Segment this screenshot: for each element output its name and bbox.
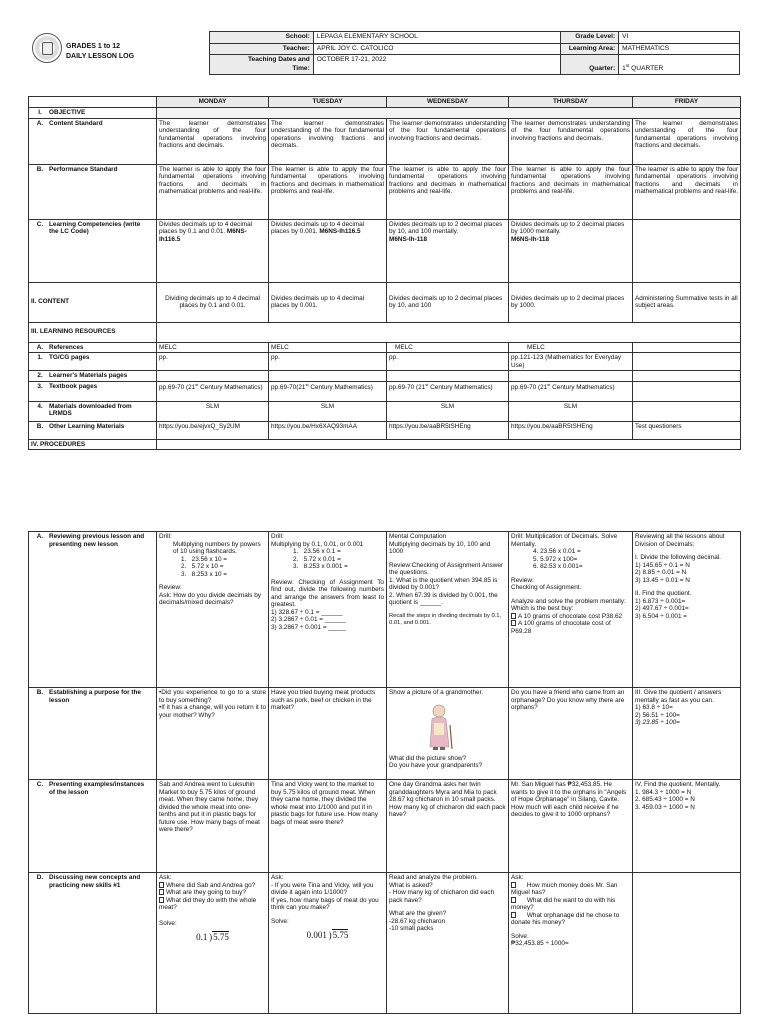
option-text: A 10 grams of chocolate cost P38.62 — [518, 612, 623, 620]
day-header-thursday: THURSDAY — [509, 97, 633, 108]
lm-pages-row — [29, 371, 741, 382]
lc-code: M6NS-Ih-118 — [389, 235, 428, 243]
textbook-text-end: Century Mathematics) — [428, 383, 493, 391]
textbook-pages-friday — [633, 381, 741, 401]
quarter-suffix: st — [625, 63, 630, 69]
checkbox-icon — [511, 620, 516, 626]
purpose-item: 3) 23.85 ÷ 100= — [635, 719, 680, 727]
content-standard-friday: The learner demonstrates understanding of the four fundamental operations involving fractions and decimals. — [633, 118, 741, 164]
content-wednesday: Divides decimals up to 2 decimal places by 10, and 100 — [387, 282, 509, 322]
presenting-text: IV. Find the quotient. Mentally. — [635, 781, 721, 788]
discuss-text: -28.67 kg chicharon — [389, 917, 446, 925]
textbook-text: pp.69-70 (21 — [511, 383, 548, 391]
other-materials-label — [29, 421, 157, 439]
purpose-wednesday — [387, 688, 509, 780]
discuss-text: Read and analyze the problem. — [389, 874, 478, 881]
drill-item-text: 8.253 x 0.001 = — [303, 563, 348, 571]
review-list-item: 3) 3.2867 ÷ 0.001 = _____ — [271, 624, 347, 632]
textbook-text-end: Century Mathematics) — [550, 383, 615, 391]
divisor: 0.001 — [306, 930, 327, 941]
drill-text: Multiplying by 0.1, 0.01, or 0.001 — [271, 540, 364, 548]
presenting-friday — [633, 780, 741, 873]
presenting-row — [29, 780, 741, 873]
reviewing-wednesday — [387, 532, 509, 688]
other-materials-thursday[interactable]: https://you.be/aaBR5tSHEng — [509, 421, 633, 439]
row-number: 2. — [37, 372, 43, 380]
ask-question: - If you were Tina and Vicky, will you divide it again into 1/1000? — [271, 881, 374, 897]
checkbox-icon — [511, 613, 516, 619]
discuss-text: - How many kg of chicharon did each pack have? — [389, 889, 495, 904]
competencies-row — [29, 219, 741, 282]
objectives-table — [28, 96, 741, 450]
question-text: What did he want to do with his money? — [511, 896, 616, 912]
radical-sign: ) — [328, 930, 332, 941]
drill-item: 6. 82.53 x 0.001= — [533, 563, 583, 571]
row-number: B. — [36, 165, 44, 173]
title-line-2: DAILY LESSON LOG — [66, 53, 135, 61]
tg-pages-monday: pp. — [157, 353, 269, 371]
ask-question — [159, 889, 266, 897]
row-number: D. — [36, 874, 44, 881]
checkbox-icon — [511, 882, 516, 888]
performance-standard-label — [29, 164, 157, 219]
drill-item: 4. 23.56 x 0.01 = — [533, 548, 581, 556]
row-title: Textbook pages — [49, 382, 98, 390]
row-title: Learner's Materials pages — [49, 372, 128, 380]
purpose-item: 1) 63.8 ÷ 10= — [635, 704, 673, 712]
ask-question — [511, 897, 630, 912]
day-header-wednesday: WEDNESDAY — [387, 97, 509, 108]
school-label: School: — [210, 32, 314, 44]
textbook-pages-row — [29, 381, 741, 401]
ask-question — [511, 882, 630, 897]
checkbox-icon — [511, 897, 516, 903]
grade-level-label: Grade Level: — [561, 32, 619, 44]
textbook-pages-tuesday — [269, 381, 387, 401]
quarter-number: 1 — [622, 65, 626, 73]
row-number: A. — [36, 119, 44, 127]
lc-code: M6NS-Ih116.5 — [319, 228, 361, 236]
lrmds-thursday: SLM — [509, 401, 633, 421]
performance-standard-monday: The learner is able to apply the four fundamental operations involving fractions and decimals in mathematical problems and real-life. — [157, 164, 269, 219]
textbook-sup: st — [425, 381, 429, 387]
purpose-question: What did the picture show? — [389, 754, 467, 762]
tg-pages-thursday: pp.121-123 (Mathematics for Everyday Use) — [509, 353, 633, 371]
option-text: A 100 grams of chocolate cost of P69.28 — [511, 620, 611, 636]
textbook-pages-thursday — [509, 381, 633, 401]
solve-expression: ₱32,453.85 ÷ 1000= — [511, 940, 569, 948]
review-option — [511, 613, 630, 621]
row-number: A. — [36, 533, 44, 540]
review-text: Analyze and solve the problem mentally: — [511, 597, 626, 605]
review-text: II. Find the quotient. — [635, 590, 692, 598]
performance-standard-wednesday: The learner is able to apply the four fundamental operations involving fractions and decimals in mathematical problems and real-life. — [387, 164, 509, 219]
radical-sign: ) — [209, 932, 213, 943]
drill-item: 1. 23.56 x 0.1 = — [293, 548, 341, 556]
teacher-value: APRIL JOY C. CATOLICO — [313, 43, 560, 55]
competency-text: Divides decimals up to 2 decimal places by 1000 mentally. — [511, 220, 625, 236]
reviewing-label — [29, 532, 157, 688]
drill-label: Drill: — [271, 533, 284, 540]
procedures-table — [28, 531, 741, 1014]
other-materials-row — [29, 421, 741, 439]
dates-label-line: Teaching Dates and — [247, 56, 310, 63]
row-title: Presenting examples/instances of the lesson — [49, 781, 145, 796]
textbook-sup: st — [195, 381, 199, 387]
row-number: C. — [36, 781, 44, 788]
row-title: Discussing new concepts and practicing new skills #1 — [49, 874, 141, 889]
review-label: Review: — [159, 584, 182, 592]
references-row — [29, 342, 741, 353]
purpose-label — [29, 688, 157, 780]
discussing-monday — [157, 873, 269, 1014]
row-number: 3. — [37, 382, 43, 390]
review-text: Recall the steps in dividing decimals by 0.1, 0.01, and 0.001. — [389, 612, 502, 626]
procedures-row — [29, 439, 741, 450]
grandmother-image — [425, 703, 455, 751]
tg-pages-wednesday: pp. — [387, 353, 509, 371]
grade-level-value: VI — [619, 32, 740, 44]
drill-item: 3. 8.253 x 10 = — [181, 570, 228, 578]
reviewing-thursday — [509, 532, 633, 688]
header-info-table — [209, 31, 740, 75]
review-text: I. Divide the following decimal. — [635, 554, 721, 562]
purpose-question: Do you have your grandparents? — [389, 762, 483, 770]
row-title: OBJECTIVE — [49, 108, 86, 116]
question-text: Where did Sab and Andrea go? — [166, 881, 256, 889]
lm-pages-label — [29, 371, 157, 382]
row-number: B. — [36, 422, 44, 430]
lrmds-label — [29, 401, 157, 421]
lm-pages-monday — [157, 371, 269, 382]
discuss-text: What is asked? — [389, 881, 433, 889]
solve-label: Solve: — [511, 932, 529, 940]
row-title: References — [49, 343, 84, 351]
performance-standard-row — [29, 164, 741, 219]
other-materials-friday: Test questioners — [633, 421, 741, 439]
dividend: 5.75 — [332, 930, 349, 941]
purpose-tuesday: Have you tried buying meat products such as pork, beef or chicken in the market? — [269, 688, 387, 780]
grandmother-icon — [425, 703, 455, 751]
teacher-label: Teacher: — [210, 43, 314, 55]
lc-code: M6NS-Ih-118 — [511, 235, 550, 243]
question-text: What orphanage did he chose to donate his money? — [511, 911, 620, 927]
review-list-item: 2) 3.2867 ÷ 0.01 = ______ — [271, 616, 347, 624]
review-item: 2) 497.67 ÷ 0.001= — [635, 605, 689, 613]
reviewing-friday — [633, 532, 741, 688]
review-text: Review: Checking of Assignment To find out, divide the following numbers and arrange the answers from least to greatest. — [271, 578, 384, 609]
other-materials-wednesday[interactable]: https://you.be/aaBR5tSHEng — [387, 421, 509, 439]
ask-label: Ask: — [271, 874, 284, 881]
ask-question: If yes, how many bags of meat do you think can you make? — [271, 896, 379, 912]
tg-pages-row — [29, 353, 741, 371]
procedures-label: IV. PROCEDURES — [29, 439, 157, 450]
competencies-label — [29, 219, 157, 282]
purpose-text: III. Give the quotient / answers mentally as fast as you can. — [635, 689, 722, 704]
quarter-text: QUARTER — [629, 65, 664, 73]
discuss-text: -10 small packs — [389, 925, 434, 933]
discussing-tuesday — [269, 873, 387, 1014]
performance-standard-tuesday: The learner is able to apply the four fundamental operations involving fractions and decimals in mathematical problems and real-life. — [269, 164, 387, 219]
lc-code: M6NS-Ih116.5 — [159, 228, 247, 243]
discussing-friday — [633, 873, 741, 1014]
drill-item: 2. 5.72 x 10 = — [181, 563, 224, 571]
review-list-item: 1) 328.67 ÷ 0.1 = ______ — [271, 608, 343, 616]
corner-cell — [29, 97, 157, 108]
row-title: Establishing a purpose for the lesson — [49, 689, 141, 704]
purpose-thursday: Do you have a friend who came from an orphanage? Do you know why there are orphans? — [509, 688, 633, 780]
discussing-label — [29, 873, 157, 1014]
drill-item: 5. 5.972 x 100= — [533, 555, 578, 563]
discussing-thursday — [509, 873, 633, 1014]
lrmds-wednesday: SLM — [387, 401, 509, 421]
solve-label: Solve: — [271, 917, 289, 925]
tg-pages-label — [29, 353, 157, 371]
discussing-row — [29, 873, 741, 1014]
content-row — [29, 282, 741, 322]
textbook-text-end: Century Mathematics) — [198, 383, 263, 391]
review-option — [511, 620, 630, 635]
presenting-label — [29, 780, 157, 873]
purpose-question: •Did you experience to go to a store to buy something? — [159, 689, 266, 704]
quarter-label: Quarter: — [561, 55, 619, 75]
learning-area-label: Learning Area: — [561, 43, 619, 55]
competency-monday — [157, 219, 269, 282]
checkbox-icon — [159, 897, 164, 903]
row-number: 1. — [37, 354, 43, 362]
content-standard-thursday: The learner demonstrates understanding of the four fundamental operations involving fractions and decimals. — [509, 118, 633, 164]
dividend: 5.75 — [213, 932, 229, 943]
resources-row — [29, 322, 741, 342]
content-standard-monday: The learner demonstrates understanding of the four fundamental operations involving fractions and decimals. — [157, 118, 269, 164]
content-standard-wednesday: The learner demonstrates understanding of the four fundamental operations involving fractions and decimals. — [387, 118, 509, 164]
performance-standard-thursday: The learner is able to apply the four fundamental operations involving fractions and decimals in mathematical problems and real-life. — [509, 164, 633, 219]
textbook-text: pp.69-70 (21 — [159, 383, 196, 391]
content-standard-label — [29, 118, 157, 164]
textbook-text-end: Century Mathematics) — [308, 383, 373, 391]
row-title: Learning Competencies (write the LC Code) — [49, 220, 141, 236]
reviewing-tuesday — [269, 532, 387, 688]
procedures-span — [157, 439, 741, 450]
row-title: Reviewing previous lesson and presenting new lesson — [49, 533, 145, 548]
objective-row — [29, 107, 741, 118]
content-monday: Dividing decimals up to 4 decimal places by 0.1 and 0.01. — [157, 282, 269, 322]
lm-pages-thursday — [509, 371, 633, 382]
document-title — [66, 42, 134, 62]
presenting-monday: Sab and Andrea went to Luksuhin Market to buy 5.75 kilos of ground meat. When they came home, they divided the whole meat into one-tenths and put it in plastic bags for future use. How many bags of meat were there? — [157, 780, 269, 873]
resources-span — [157, 322, 741, 342]
reviewing-monday — [157, 532, 269, 688]
review-item: 1) 6.873 ÷ 0.001= — [635, 597, 686, 605]
textbook-pages-label — [29, 381, 157, 401]
discussing-wednesday — [387, 873, 509, 1014]
solve-label: Solve: — [159, 919, 177, 927]
references-label — [29, 342, 157, 353]
review-question: 1. What is the quotient when 394.85 is divided by 0.001? — [389, 576, 498, 592]
content-standard-row — [29, 118, 741, 164]
content-label: II. CONTENT — [29, 282, 157, 322]
lm-pages-wednesday — [387, 371, 509, 382]
review-text: Review:Checking of Assignment Answer the questions. — [389, 561, 504, 577]
drill-item: 2. 5.72 x 0.01 = — [293, 555, 341, 563]
competency-wednesday — [387, 219, 509, 282]
references-thursday: MELC — [509, 342, 633, 353]
objective-label — [29, 107, 157, 118]
row-number: A. — [36, 343, 44, 351]
row-number: C. — [36, 220, 44, 228]
drill-item: 3. 8.253 x 0.001 = — [293, 563, 348, 571]
lrmds-row — [29, 401, 741, 421]
ask-question — [159, 897, 266, 912]
references-tuesday: MELC — [269, 342, 387, 353]
lm-pages-tuesday — [269, 371, 387, 382]
presenting-wednesday: One day Grandma asks her twin granddaughters Myra and Mia to pack 28.67 kg chicharon in 10 small packs. How many kg of chicharon did each pack have? — [387, 780, 509, 873]
checkbox-icon — [159, 889, 164, 895]
textbook-pages-monday — [157, 381, 269, 401]
teaching-dates-value: OCTOBER 17-21, 2022 — [313, 55, 560, 75]
competency-text: Divides decimals up to 4 decimal places by 0.1 and 0.01. — [159, 220, 253, 236]
references-monday: MELC — [157, 342, 269, 353]
purpose-question: •If it has a change, will you return it to your mother? Why? — [159, 704, 266, 719]
checkbox-icon — [511, 912, 516, 918]
textbook-text: pp.69-70(21 — [271, 383, 306, 391]
lm-pages-friday — [633, 371, 741, 382]
review-text: Ask: How do you divide decimals by decimals/mixed decimals? — [159, 591, 261, 607]
row-number: I. — [38, 108, 42, 116]
review-item: 3) 6.504 ÷ 0.001 = — [635, 612, 688, 620]
drill-item-text: 5.72 x 0.01 = — [303, 555, 341, 563]
resources-label: III. LEARNING RESOURCES — [29, 322, 157, 342]
presenting-item: 1. 984.3 ÷ 1000 = N — [635, 788, 692, 796]
ask-label: Ask: — [511, 874, 524, 881]
teaching-dates-label — [210, 55, 314, 75]
row-number: 4. — [37, 402, 43, 410]
references-wednesday: MELC — [387, 342, 509, 353]
drill-item-text: 23.56 x 0.1 = — [303, 548, 341, 556]
title-line-1: GRADES 1 to 12 — [66, 43, 121, 50]
competency-friday — [633, 219, 741, 282]
lrmds-tuesday: SLM — [269, 401, 387, 421]
tg-pages-friday — [633, 353, 741, 371]
header — [28, 28, 740, 78]
time-label-line: Time: — [292, 64, 310, 72]
textbook-pages-wednesday — [387, 381, 509, 401]
performance-standard-friday: The learner is able to apply the four fundamental operations involving fractions and decimals in mathematical problems and real-life. — [633, 164, 741, 219]
row-title: Other Learning Materials — [49, 422, 125, 430]
discuss-text: What are the given? — [389, 910, 447, 918]
drill-label: Drill: — [159, 533, 172, 540]
objective-span — [157, 107, 741, 118]
school-value: LEPAGA ELEMENTARY SCHOOL — [313, 32, 560, 44]
divisor: 0.1 — [196, 932, 208, 943]
row-title: Content Standard — [49, 119, 103, 127]
review-text: Mental Computation — [389, 533, 447, 540]
review-text: Reviewing all the lessons about Division of Decimals: — [635, 533, 725, 548]
review-text: Multiplying decimals by 10, 100 and 1000 — [389, 540, 491, 556]
ask-question — [159, 882, 266, 890]
other-materials-tuesday[interactable]: https://you.be/Hx6XAQ93mAA — [269, 421, 387, 439]
presenting-tuesday: Tina and Vicky went to the market to buy 5.75 kilos of ground meat. When they came home, they divided the whole meat into 1/1000 and put it in plastic bags for future use. How many bags of meat were there? — [269, 780, 387, 873]
competency-tuesday — [269, 219, 387, 282]
competency-text: Divides decimals up to 4 decimal places by 0.001. — [271, 220, 365, 236]
ask-question — [511, 912, 630, 927]
deped-seal-icon — [32, 33, 62, 63]
division-formula — [271, 930, 384, 941]
review-text: Which is the best buy: — [511, 605, 574, 613]
content-friday: Administering Summative tests in all subject areas. — [633, 282, 741, 322]
day-header-friday: FRIDAY — [633, 97, 741, 108]
review-item: 3) 13.45 ÷ 0.01 = N — [635, 576, 690, 584]
presenting-item: 2. 685.43 ÷ 1000 = N — [635, 796, 695, 804]
ask-label: Ask: — [159, 874, 172, 881]
textbook-sup: st — [305, 381, 309, 387]
review-question: 2. When 67.39 is divided by 0.001, the quotient is ______. — [389, 591, 498, 607]
purpose-row — [29, 688, 741, 780]
purpose-monday — [157, 688, 269, 780]
checkbox-icon — [159, 882, 164, 888]
references-friday — [633, 342, 741, 353]
learning-area-value: MATHEMATICS — [619, 43, 740, 55]
day-header-tuesday: TUESDAY — [269, 97, 387, 108]
drill-item-text: 5.72 x 10 = — [191, 563, 224, 571]
drill-text: Multiplying numbers by powers of 10 using flashcards. — [173, 540, 261, 556]
competency-text: Divides decimals up to 2 decimal places by 10, and 100 mentally. — [389, 220, 503, 236]
division-formula — [159, 932, 266, 943]
review-item: 2) 8.85 ÷ 0.01 = N — [635, 569, 687, 577]
content-thursday: Divides decimals up to 2 decimal places by 1000. — [509, 282, 633, 322]
review-label: Review: — [511, 576, 534, 584]
review-item: 1) 145.65 ÷ 0.1 = N — [635, 561, 690, 569]
review-text: Checking of Assignment. — [511, 584, 582, 592]
content-tuesday: Divides decimals up to 4 decimal places by 0.001. — [269, 282, 387, 322]
competency-thursday — [509, 219, 633, 282]
row-title: Performance Standard — [49, 165, 118, 173]
question-text: How much money does Mr. San Miguel has? — [511, 881, 618, 897]
drill-item-text: 8.253 x 10 = — [191, 570, 228, 578]
textbook-text: pp.69-70 (21 — [389, 383, 426, 391]
purpose-friday — [633, 688, 741, 780]
lrmds-friday — [633, 401, 741, 421]
presenting-item: 3. 459.03 ÷ 1000 = N — [635, 803, 695, 811]
lrmds-monday: SLM — [157, 401, 269, 421]
purpose-text: Show a picture of a grandmother. — [389, 689, 484, 696]
purpose-item: 2) 56.51 ÷ 100= — [635, 711, 680, 719]
day-header-monday: MONDAY — [157, 97, 269, 108]
quarter-value — [619, 55, 740, 75]
row-number: B. — [36, 689, 44, 696]
question-text: What are they going to buy? — [166, 889, 246, 897]
drill-item-text: 23.56 x 10 = — [191, 555, 228, 563]
content-standard-tuesday: The learner demonstrates understanding of the four fundamental operations involving fractions and decimals. — [269, 118, 387, 164]
reviewing-row — [29, 532, 741, 688]
presenting-thursday: Mr. San Miguel has ₱32,453.85. He wants to give it to the orphans in "Angels of Hope Orphanage" in Silang, Cavite. How much will each child receive if he decides to give it to 1000 orphans? — [509, 780, 633, 873]
drill-text: Drill: Multiplication of Decimals. Solve Mentally. — [511, 533, 618, 548]
row-title: TG/CG pages — [49, 354, 90, 362]
textbook-sup: st — [547, 381, 551, 387]
question-text: What did they do with the whole meat? — [159, 896, 257, 912]
row-title: Materials downloaded from LRMDS — [49, 402, 132, 418]
tg-pages-tuesday: pp. — [269, 353, 387, 371]
drill-item: 1. 23.56 x 10 = — [181, 555, 228, 563]
other-materials-monday[interactable]: https://you.be/ejvxQ_Sy2UM — [157, 421, 269, 439]
